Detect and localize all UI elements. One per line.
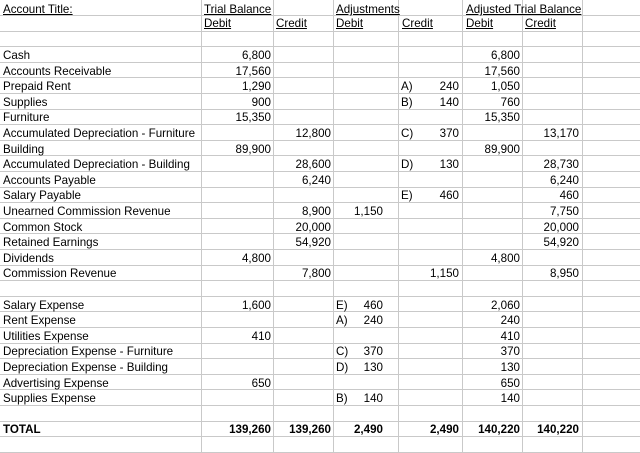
atb-debit-header: Debit [466, 17, 494, 30]
atb-debit-cell: 760 [500, 96, 520, 109]
adj-credit-cell: 240 [439, 80, 459, 93]
atb-credit-cell: 140,220 [537, 423, 579, 436]
adj-credit-letter-cell: D) [401, 158, 414, 171]
atb-debit-cell: 370 [500, 345, 520, 358]
account-name: Advertising Expense [3, 377, 109, 390]
account-name: Commission Revenue [3, 267, 117, 280]
row-gridline [0, 62, 640, 63]
adj-credit-cell: 1,150 [429, 267, 459, 280]
adj-debit-cell: 460 [363, 299, 383, 312]
tb-debit-cell: 89,900 [235, 143, 271, 156]
adj-credit-header: Credit [402, 17, 433, 30]
tb-credit-cell: 139,260 [289, 423, 331, 436]
atb-credit-cell: 8,950 [549, 267, 579, 280]
tb-debit-cell: 4,800 [241, 252, 271, 265]
account-name: Supplies Expense [3, 392, 96, 405]
atb-credit-cell: 7,750 [549, 205, 579, 218]
account-name: Accounts Payable [3, 174, 96, 187]
account-name: Cash [3, 49, 31, 62]
adj-debit-letter-cell: C) [336, 345, 349, 358]
atb-debit-cell: 240 [500, 314, 520, 327]
row-gridline [0, 31, 640, 32]
adj-debit-cell: 130 [363, 361, 383, 374]
atb-debit-cell: 4,800 [490, 252, 520, 265]
atb-debit-cell: 15,350 [484, 111, 520, 124]
column-gridline [462, 0, 463, 453]
account-name: Accumulated Depreciation - Building [3, 158, 190, 171]
row-gridline [0, 202, 640, 203]
atb-credit-cell: 28,730 [543, 158, 579, 171]
account-name: Salary Expense [3, 299, 85, 312]
adj-debit-cell: 2,490 [353, 423, 383, 436]
row-gridline [0, 46, 640, 47]
atb-credit-cell: 6,240 [549, 174, 579, 187]
account-name: TOTAL [3, 423, 41, 436]
tb-debit-cell: 1,290 [241, 80, 271, 93]
atb-credit-cell: 20,000 [543, 221, 579, 234]
account-name: Dividends [3, 252, 54, 265]
column-gridline [522, 0, 523, 453]
atb-debit-cell: 2,060 [490, 299, 520, 312]
adj-debit-cell: 140 [363, 392, 383, 405]
adj-credit-cell: 130 [439, 158, 459, 171]
account-name: Unearned Commission Revenue [3, 205, 171, 218]
tb-debit-cell: 6,800 [241, 49, 271, 62]
adj-debit-letter-cell: D) [336, 361, 349, 374]
tb-credit-cell: 20,000 [295, 221, 331, 234]
row-gridline [0, 109, 640, 110]
account-name: Rent Expense [3, 314, 76, 327]
adjustments-header: Adjustments [336, 3, 400, 16]
tb-debit-cell: 139,260 [229, 423, 271, 436]
adj-debit-letter-cell: B) [336, 392, 348, 405]
adj-debit-cell: 240 [363, 314, 383, 327]
tb-debit-cell: 17,560 [235, 65, 271, 78]
trial-balance-header: Trial Balance [204, 3, 272, 16]
column-gridline [582, 0, 583, 453]
atb-debit-cell: 89,900 [484, 143, 520, 156]
adj-credit-cell: 2,490 [429, 423, 459, 436]
atb-credit-header: Credit [525, 17, 556, 30]
account-name: Utilities Expense [3, 330, 89, 343]
tb-credit-cell: 8,900 [301, 205, 331, 218]
adj-debit-cell: 370 [363, 345, 383, 358]
atb-debit-cell: 650 [500, 377, 520, 390]
account-name: Depreciation Expense - Furniture [3, 345, 174, 358]
atb-credit-cell: 13,170 [543, 127, 579, 140]
account-name: Salary Payable [3, 189, 81, 202]
atb-debit-cell: 140,220 [478, 423, 520, 436]
tb-credit-cell: 28,600 [295, 158, 331, 171]
atb-debit-cell: 1,050 [490, 80, 520, 93]
account-name: Furniture [3, 111, 50, 124]
tb-debit-header: Debit [204, 17, 232, 30]
tb-credit-cell: 6,240 [301, 174, 331, 187]
tb-credit-cell: 12,800 [295, 127, 331, 140]
tb-debit-cell: 410 [251, 330, 271, 343]
account-name: Retained Earnings [3, 236, 99, 249]
account-name: Supplies [3, 96, 48, 109]
account-name: Accumulated Depreciation - Furniture [3, 127, 196, 140]
tb-debit-cell: 15,350 [235, 111, 271, 124]
atb-credit-cell: 460 [559, 189, 579, 202]
atb-debit-cell: 130 [500, 361, 520, 374]
account-title-header: Account Title: [3, 3, 73, 16]
row-gridline [0, 327, 640, 328]
tb-credit-cell: 7,800 [301, 267, 331, 280]
atb-debit-cell: 6,800 [490, 49, 520, 62]
row-gridline [0, 405, 640, 406]
account-name: Accounts Receivable [3, 65, 112, 78]
tb-credit-cell: 54,920 [295, 236, 331, 249]
row-gridline [0, 93, 640, 94]
atb-debit-cell: 410 [500, 330, 520, 343]
row-gridline [0, 155, 640, 156]
atb-debit-cell: 17,560 [484, 65, 520, 78]
adj-debit-letter-cell: E) [336, 299, 348, 312]
account-name: Building [3, 143, 45, 156]
tb-debit-cell: 1,600 [241, 299, 271, 312]
adjusted-trial-balance-header: Adjusted Trial Balance [466, 3, 582, 16]
atb-debit-cell: 140 [500, 392, 520, 405]
adj-credit-letter-cell: A) [401, 80, 413, 93]
adj-debit-cell: 1,150 [353, 205, 383, 218]
account-name: Common Stock [3, 221, 83, 234]
adj-credit-cell: 370 [439, 127, 459, 140]
column-gridline [201, 0, 202, 453]
adj-debit-letter-cell: A) [336, 314, 348, 327]
column-gridline [273, 0, 274, 453]
account-name: Depreciation Expense - Building [3, 361, 168, 374]
atb-credit-cell: 54,920 [543, 236, 579, 249]
adj-credit-letter-cell: B) [401, 96, 413, 109]
tb-credit-header: Credit [276, 17, 307, 30]
adj-credit-cell: 460 [439, 189, 459, 202]
row-gridline [0, 311, 640, 312]
tb-debit-cell: 650 [251, 377, 271, 390]
tb-debit-cell: 900 [251, 96, 271, 109]
account-name: Prepaid Rent [3, 80, 71, 93]
row-gridline [0, 296, 640, 297]
column-gridline [398, 0, 399, 453]
adj-debit-header: Debit [336, 17, 364, 30]
adj-credit-letter-cell: C) [401, 127, 414, 140]
adj-credit-letter-cell: E) [401, 189, 413, 202]
column-gridline [333, 0, 334, 453]
row-gridline [0, 124, 640, 125]
adj-credit-cell: 140 [439, 96, 459, 109]
